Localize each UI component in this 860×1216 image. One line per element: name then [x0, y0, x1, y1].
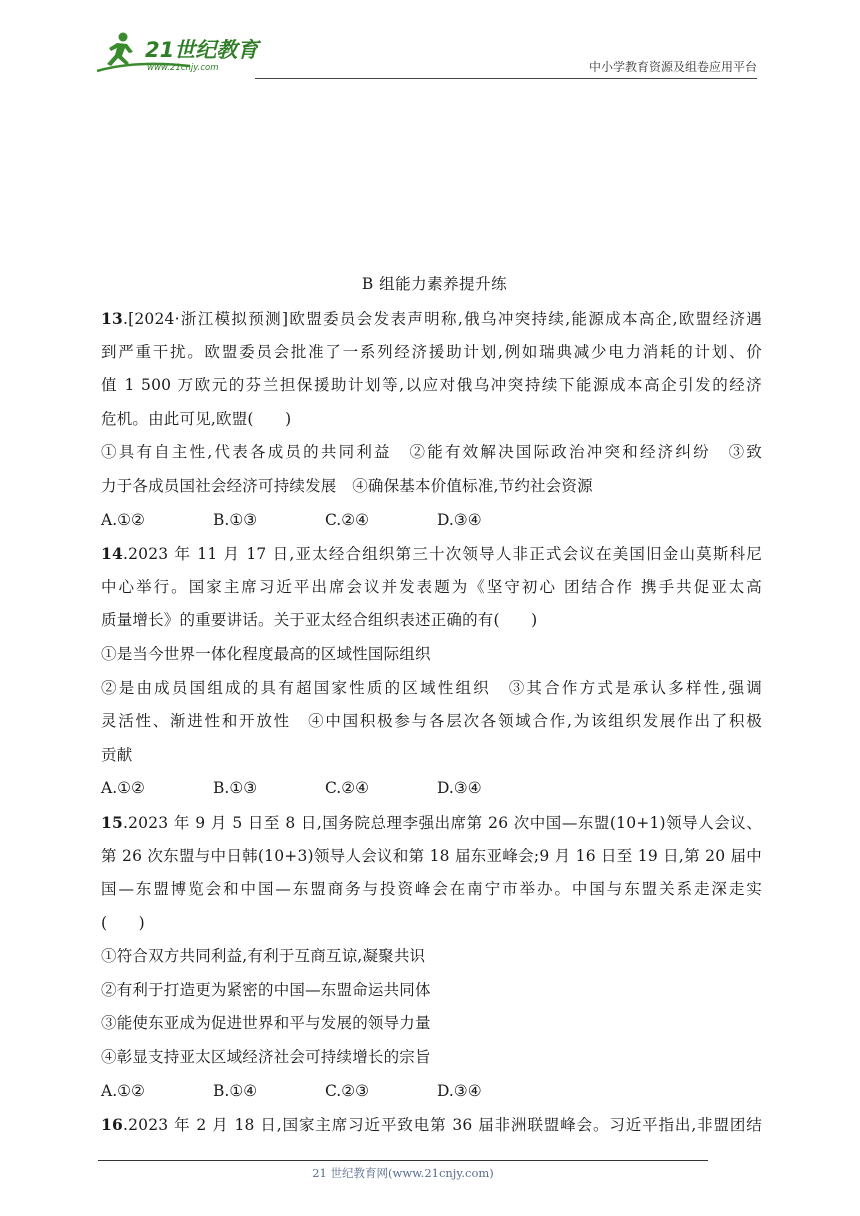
question-line-text: ①是当今世界一体化程度最高的区域性国际组织 [101, 644, 431, 663]
question-number: 13 [101, 309, 123, 328]
question-text-line [101, 571, 762, 605]
logo-21cnjy [95, 30, 285, 74]
question-list [101, 302, 762, 1142]
question-16 [101, 1108, 762, 1142]
question-line-text: 灵活性、渐进性和开放性 ④中国积极参与各层次各领域合作,为该组织发展作出了积极 [101, 712, 762, 731]
platform-label: 中小学教育资源及组卷应用平台 [588, 60, 757, 74]
answer-option[interactable]: C.②④ [325, 510, 370, 529]
answer-option[interactable]: B.①③ [213, 779, 258, 798]
section-title: B 组能力素养提升练 [361, 275, 508, 293]
question-number: 16 [101, 1115, 123, 1135]
question-line-text: ①符合双方共同利益,有利于互商互谅,凝聚共识 [101, 947, 426, 966]
answer-option[interactable]: A.①② [101, 1081, 145, 1100]
question-line-text: 力于各成员国社会经济可持续发展 ④确保基本价值标准,节约社会资源 [101, 476, 593, 495]
answer-option[interactable]: D.③④ [437, 1081, 482, 1100]
question-15 [101, 806, 762, 1108]
question-text-line [101, 705, 762, 739]
answer-option[interactable]: B.①④ [213, 1081, 258, 1100]
question-text-line [101, 907, 762, 941]
question-line-text: .[2024·浙江模拟预测]欧盟委员会发表声明称,俄乌冲突持续,能源成本高企,欧盟经济遇 [122, 310, 762, 328]
question-line-text: 第 26 次东盟与中日韩(10+3)领导人会议和第 18 届东亚峰会;9 月 16 日至 19 日,第 20 届中 [101, 846, 762, 865]
question-number: 14 [101, 544, 123, 564]
question-line-text: 国—东盟博览会和中国—东盟商务与投资峰会在南宁市举办。中国与东盟关系走深走实 [101, 880, 762, 899]
question-text-line [101, 672, 762, 706]
answer-option[interactable]: D.③④ [437, 779, 482, 798]
question-line-text: 到严重干扰。欧盟委员会批准了一系列经济援助计划,例如瑞典减少电力消耗的计划、价 [101, 342, 762, 361]
footer-text: 21 世纪教育网(www.21cnjy.com) [312, 1166, 494, 1180]
answer-option[interactable]: A.①② [101, 510, 145, 529]
answer-option[interactable]: A.①② [101, 779, 145, 798]
question-line-text: ( ) [101, 913, 145, 932]
question-text-line [101, 369, 762, 403]
question-text-line [101, 1007, 762, 1041]
question-line-text: .2023 年 11 月 17 日,亚太经合组织第三十次领导人非正式会议在美国旧金山莫斯科尼 [122, 545, 762, 564]
question-text-line [101, 403, 762, 437]
question-text-line [101, 470, 762, 504]
question-line-text: 质量增长》的重要讲话。关于亚太经合组织表述正确的有( ) [101, 611, 538, 630]
answer-options [101, 1075, 762, 1109]
question-line-text: .2023 年 2 月 18 日,国家主席习近平致电第 36 届非洲联盟峰会。习近平指出,非盟团结 [122, 1116, 762, 1135]
question-line-text: 危机。由此可见,欧盟( ) [101, 409, 292, 428]
question-line-text: ②是由成员国组成的具有超国家性质的区域性组织 ③其合作方式是承认多样性,强调 [101, 678, 762, 697]
question-text-line [101, 638, 762, 672]
questions-content [101, 268, 762, 1142]
question-14 [101, 537, 762, 806]
question-text-line [101, 940, 762, 974]
question-line-text: 贡献 [101, 745, 133, 764]
question-text-line [101, 974, 762, 1008]
answer-option[interactable]: C.②④ [325, 779, 370, 798]
header-rule [255, 78, 757, 79]
question-text-line [101, 840, 762, 874]
question-stem-start [101, 806, 762, 840]
answer-option[interactable]: C.②③ [325, 1081, 370, 1100]
question-number: 15 [101, 812, 123, 832]
answer-option[interactable]: D.③④ [437, 510, 482, 529]
question-stem-start [101, 302, 762, 336]
question-line-text: ②有利于打造更为紧密的中国—东盟命运共同体 [101, 980, 431, 999]
question-text-line [101, 1041, 762, 1075]
question-line-text: ③能使东亚成为促进世界和平与发展的领导力量 [101, 1014, 431, 1033]
answer-option[interactable]: B.①③ [213, 510, 258, 529]
question-text-line [101, 739, 762, 773]
logo-url: www.21cnjy.com [147, 63, 219, 73]
answer-options [101, 504, 762, 538]
question-line-text: ①具有自主性,代表各成员的共同利益 ②能有效解决国际政治冲突和经济纠纷 ③致 [101, 443, 762, 462]
logo-title: 21世纪教育 [145, 38, 259, 62]
page-header [95, 28, 757, 78]
question-text-line [101, 604, 762, 638]
question-13 [101, 302, 762, 537]
question-line-text: ④彰显支持亚太区域经济社会可持续增长的宗旨 [101, 1048, 431, 1067]
answer-options [101, 772, 762, 806]
footer-rule [98, 1160, 708, 1161]
question-line-text: .2023 年 9 月 5 日至 8 日,国务院总理李强出席第 26 次中国—东盟(10+1)领导人会议、 [122, 813, 762, 832]
question-text-line [101, 336, 762, 370]
question-text-line [101, 873, 762, 907]
question-line-text: 值 1 500 万欧元的芬兰担保援助计划等,以应对俄乌冲突持续下能源成本高企引发的经济 [101, 376, 762, 395]
question-stem-start [101, 537, 762, 571]
question-line-text: 中心举行。国家主席习近平出席会议并发表题为《坚守初心 团结合作 携手共促亚太高 [101, 577, 762, 596]
question-text-line [101, 436, 762, 470]
question-stem-start [101, 1108, 762, 1142]
